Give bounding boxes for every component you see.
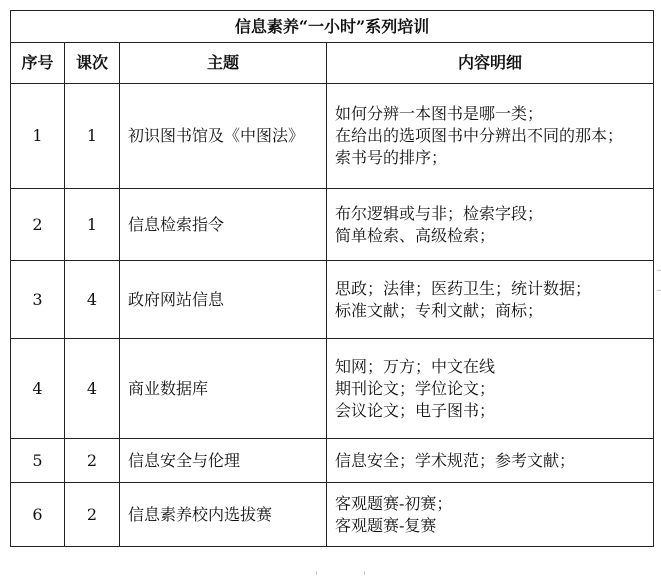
header-details: 内容明细 [327, 43, 654, 84]
row-sessions: 1 [65, 84, 120, 189]
detail-line: 知网；万方；中文在线 [335, 356, 496, 376]
row-index: 5 [11, 439, 65, 483]
row-index: 2 [11, 189, 65, 261]
row-topic: 初识图书馆及《中图法》 [120, 84, 327, 189]
page-edge-mark [657, 270, 661, 271]
row-sessions: 4 [65, 339, 120, 439]
page-edge-mark [657, 290, 661, 291]
row-details [327, 189, 654, 261]
row-topic: 政府网站信息 [120, 261, 327, 339]
row-sessions: 2 [65, 439, 120, 483]
table-title-row [11, 11, 654, 43]
detail-line: 简单检索、高级检索； [335, 225, 496, 245]
row-details [327, 261, 654, 339]
detail-line: 客观题赛-复赛 [335, 515, 437, 535]
header-index: 序号 [11, 43, 65, 84]
detail-line: 索书号的排序； [335, 148, 448, 167]
row-sessions: 1 [65, 189, 120, 261]
training-schedule-table [10, 10, 654, 547]
detail-line: 期刊论文；学位论文； [335, 378, 496, 398]
detail-line: 标准文献；专利文献；商标； [335, 300, 544, 320]
detail-line: 信息安全；学术规范；参考文献； [335, 450, 576, 470]
detail-line: 在给出的选项图书中分辨出不同的那本； [335, 126, 624, 145]
detail-line: 会议论文；电子图书； [335, 400, 496, 420]
row-details [327, 439, 654, 483]
row-details [327, 84, 654, 189]
table-row [11, 339, 654, 439]
row-index: 4 [11, 339, 65, 439]
row-sessions: 4 [65, 261, 120, 339]
detail-line: 客观题赛-初赛； [335, 493, 453, 513]
row-details [327, 483, 654, 547]
table-row [11, 189, 654, 261]
detail-line: 思政；法律；医药卫生；统计数据； [335, 278, 592, 298]
detail-line: 如何分辨一本图书是哪一类； [335, 104, 544, 123]
row-topic: 信息安全与伦理 [120, 439, 327, 483]
header-sessions: 课次 [65, 43, 120, 84]
detail-line: 布尔逻辑或与非；检索字段； [335, 203, 544, 223]
table-row [11, 261, 654, 339]
row-sessions: 2 [65, 483, 120, 547]
table-header-row [11, 43, 654, 84]
row-details [327, 339, 654, 439]
table-row [11, 84, 654, 189]
row-topic: 信息素养校内选拔赛 [120, 483, 327, 547]
page-edge-mark [364, 571, 365, 575]
row-index: 3 [11, 261, 65, 339]
table-title: 信息素养“一小时”系列培训 [11, 11, 654, 43]
row-topic: 信息检索指令 [120, 189, 327, 261]
table-row [11, 483, 654, 547]
row-index: 1 [11, 84, 65, 189]
table-row [11, 439, 654, 483]
row-index: 6 [11, 483, 65, 547]
row-topic: 商业数据库 [120, 339, 327, 439]
header-topic: 主题 [120, 43, 327, 84]
page-edge-mark [316, 571, 317, 575]
